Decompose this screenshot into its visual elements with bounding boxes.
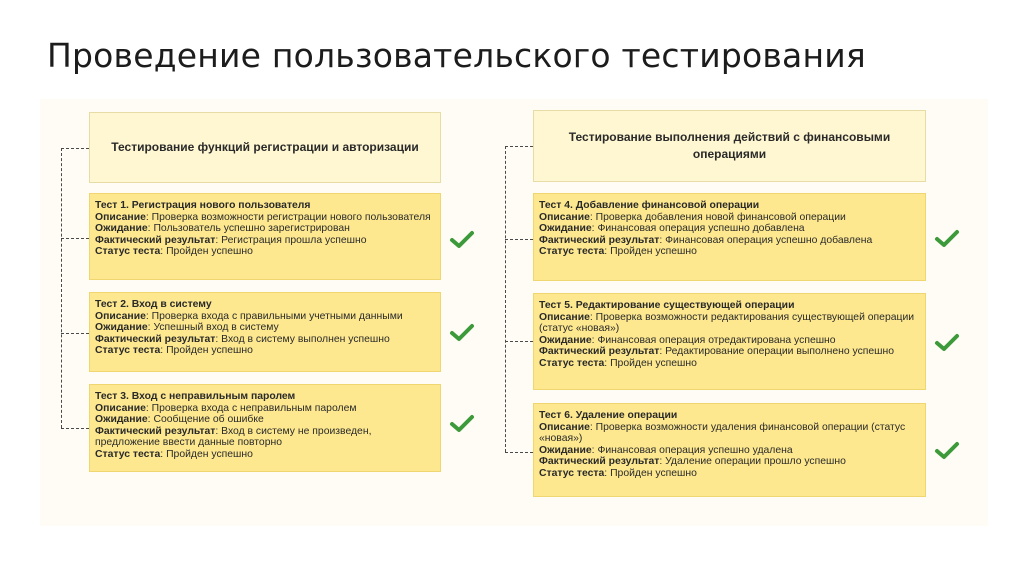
test-title: Тест 2. Вход в систему	[95, 299, 212, 310]
field-label: Фактический результат	[95, 425, 216, 437]
field-value: Регистрация прошла успешно	[221, 234, 367, 246]
test-card-4: Тест 4. Добавление финансовой операции Описание: Проверка добавления новой финансовой операции Ожидание: Финансовая операция успешно добавлена Фактический результат: Финансовая операция успешно добавлена Статус теста: Пройден успешно	[533, 193, 926, 281]
page-title: Проведение пользовательского тестирования	[47, 36, 866, 75]
field-value: Пройден успешно	[610, 357, 697, 369]
connector	[505, 146, 506, 452]
field-value: Вход в систему не произведен, предложение ввести данные повторно	[95, 425, 372, 449]
test-title: Тест 5. Редактирование существующей операции	[539, 300, 795, 311]
check-icon	[449, 229, 475, 249]
field-value: Проверка возможности удаления финансовой операции (статус «новая»)	[539, 421, 906, 445]
field-label: Статус теста	[539, 246, 605, 258]
connector	[505, 452, 533, 453]
connector	[61, 148, 62, 428]
connector	[505, 146, 533, 147]
check-icon	[934, 228, 960, 248]
field-label: Описание	[95, 310, 146, 322]
field-value: Пройден успешно	[166, 246, 253, 258]
field-label: Статус теста	[95, 246, 161, 258]
right-section-header-text: Тестирование выполнения действий с финансовыми операциями	[568, 129, 891, 161]
connector	[505, 341, 533, 342]
check-icon	[449, 413, 475, 433]
field-value: Финансовая операция успешно добавлена	[597, 223, 805, 235]
field-label: Ожидание	[95, 322, 148, 334]
test-title: Тест 4. Добавление финансовой операции	[539, 200, 760, 211]
test-title: Тест 1. Регистрация нового пользователя	[95, 200, 311, 211]
connector	[61, 238, 89, 239]
field-value: Проверка возможности редактирования существующей операции (статус «новая»)	[539, 311, 915, 335]
connector	[61, 428, 89, 429]
field-label: Ожидание	[539, 334, 592, 346]
right-section-header	[533, 110, 926, 182]
field-value: Пройден успешно	[166, 448, 253, 460]
field-value: Пользователь успешно зарегистрирован	[153, 223, 350, 235]
test-card-3: Тест 3. Вход с неправильным паролем Описание: Проверка входа с неправильным паролем Ожидание: Сообщение об ошибке Фактический результат: Вход в систему не произведен, предложение ввести данные повторно Статус теста: Пройден успешно	[89, 384, 441, 472]
connector	[61, 148, 89, 149]
connector	[505, 239, 533, 240]
field-label: Фактический результат	[539, 456, 660, 468]
connector	[61, 333, 89, 334]
field-label: Фактический результат	[539, 346, 660, 358]
field-label: Фактический результат	[95, 234, 216, 246]
test-card-1: Тест 1. Регистрация нового пользователя Описание: Проверка возможности регистрации нового пользователя Ожидание: Пользователь успешно зарегистрирован Фактический результат: Регистрация прошла успешно Статус теста: Пройден успешно	[89, 193, 441, 280]
field-value: Проверка входа с неправильным паролем	[151, 402, 357, 414]
field-value: Сообщение об ошибке	[153, 414, 264, 426]
field-value: Пройден успешно	[610, 467, 697, 479]
test-card-6: Тест 6. Удаление операции Описание: Проверка возможности удаления финансовой операции (статус «новая») Ожидание: Финансовая операция успешно удалена Фактический результат: Удаление операции прошло успешно Статус теста: Пройден успешно	[533, 403, 926, 497]
field-value: Финансовая операция отредактирована успешно	[597, 334, 836, 346]
field-label: Ожидание	[539, 444, 592, 456]
field-value: Финансовая операция успешно удалена	[597, 444, 793, 456]
field-label: Ожидание	[539, 223, 592, 235]
field-label: Статус теста	[539, 467, 605, 479]
test-card-5: Тест 5. Редактирование существующей операции Описание: Проверка возможности редактирования существующей операции (статус «новая») Ожидание: Финансовая операция отредактирована успешно Фактический результат: Редактирование операции выполнено успешно Статус теста: Пройден успешно	[533, 293, 926, 390]
field-label: Описание	[95, 211, 146, 223]
field-label: Описание	[539, 211, 590, 223]
field-value: Финансовая операция успешно добавлена	[665, 234, 873, 246]
test-title: Тест 6. Удаление операции	[539, 410, 678, 421]
field-label: Описание	[95, 402, 146, 414]
test-title: Тест 3. Вход с неправильным паролем	[95, 391, 296, 402]
field-value: Удаление операции прошло успешно	[665, 456, 846, 468]
field-value: Проверка добавления новой финансовой операции	[595, 211, 846, 223]
field-value: Проверка входа с правильными учетными данными	[151, 310, 403, 322]
field-value: Успешный вход в систему	[153, 322, 279, 334]
check-icon	[449, 322, 475, 342]
field-label: Фактический результат	[95, 333, 216, 345]
field-value: Пройден успешно	[166, 345, 253, 357]
test-card-2: Тест 2. Вход в систему Описание: Проверка входа с правильными учетными данными Ожидание: Успешный вход в систему Фактический результат: Вход в систему выполнен успешно Статус теста: Пройден успешно	[89, 292, 441, 372]
field-label: Фактический результат	[539, 234, 660, 246]
field-value: Вход в систему выполнен успешно	[221, 333, 390, 345]
field-label: Ожидание	[95, 223, 148, 235]
field-label: Ожидание	[95, 414, 148, 426]
check-icon	[934, 440, 960, 460]
field-label: Статус теста	[95, 345, 161, 357]
check-icon	[934, 332, 960, 352]
field-label: Описание	[539, 311, 590, 323]
left-section-header	[89, 112, 441, 183]
field-value: Проверка возможности регистрации нового пользователя	[151, 211, 431, 223]
field-label: Статус теста	[539, 357, 605, 369]
field-value: Пройден успешно	[610, 246, 697, 258]
field-value: Редактирование операции выполнено успешно	[665, 346, 895, 358]
field-label: Описание	[539, 421, 590, 433]
left-section-header-text: Тестирование функций регистрации и авторизации	[111, 139, 419, 154]
field-label: Статус теста	[95, 448, 161, 460]
